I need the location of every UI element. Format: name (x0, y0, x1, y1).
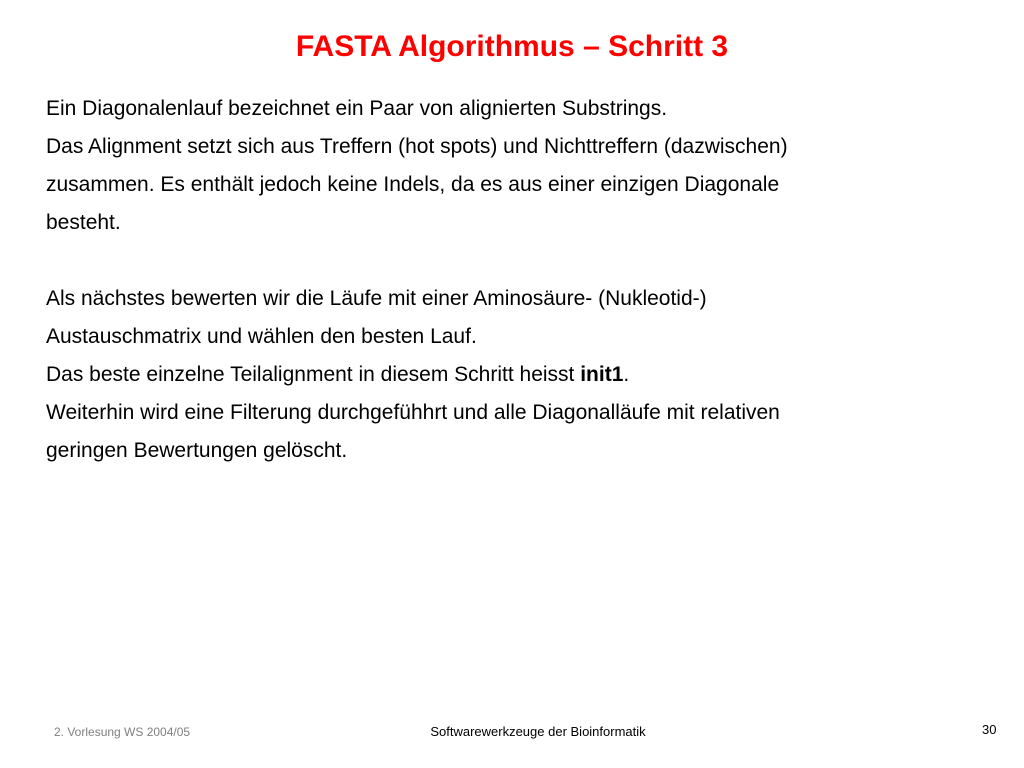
footer-course-title: Softwarewerkzeuge der Bioinformatik (430, 724, 646, 739)
slide-title: FASTA Algorithmus – Schritt 3 (295, 30, 729, 63)
body-line: Austauschmatrix und wählen den besten Lauf. (46, 325, 477, 348)
body-line: Das Alignment setzt sich aus Treffern (hot spots) und Nichttreffern (dazwischen) (46, 135, 788, 158)
body-line: Ein Diagonalenlauf bezeichnet ein Paar von alignierten Substrings. (46, 97, 668, 120)
slide-body (46, 90, 996, 470)
footer-lecture: 2. Vorlesung WS 2004/05 (54, 725, 191, 739)
init-line-prefix: Das beste einzelne Teilalignment in diesem Schritt heisst (46, 363, 581, 386)
body-line: besteht. (46, 211, 121, 234)
body-line: Weiterhin wird eine Filterung durchgefühhrt und alle Diagonalläufe mit relativen (46, 401, 780, 424)
body-line: geringen Bewertungen gelöscht. (46, 439, 348, 462)
init-term: init1 (580, 363, 624, 386)
page-number: 30 (982, 722, 997, 737)
init-line-suffix: . (623, 363, 630, 386)
body-line: Als nächstes bewerten wir die Läufe mit einer Aminosäure- (Nukleotid-) (46, 287, 707, 310)
body-line: zusammen. Es enthält jedoch keine Indels, da es aus einer einzigen Diagonale (46, 173, 780, 196)
paragraph-gap (46, 242, 996, 280)
init-line (46, 356, 996, 394)
